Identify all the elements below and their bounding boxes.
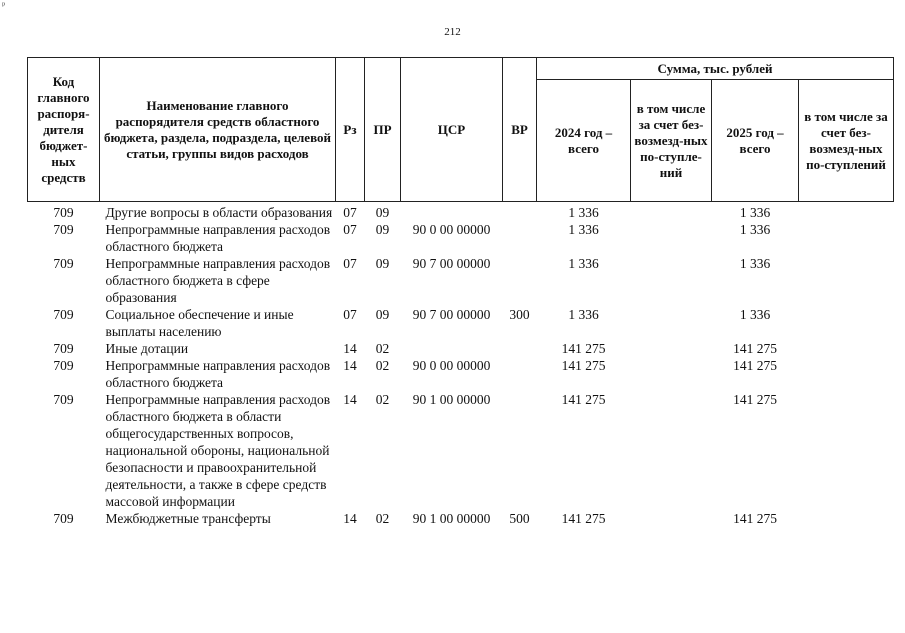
cell-2024-grants [631, 340, 712, 357]
header-csr: ЦСР [401, 58, 503, 202]
cell-2025-total: 141 275 [733, 392, 777, 407]
cell-2025-grants [799, 391, 894, 510]
cell-2025-grants [799, 255, 894, 306]
cell-name: Социальное обеспечение и иные выплаты населению [105, 307, 294, 339]
cell-2025-total: 1 336 [739, 222, 771, 237]
cell-vr: 300 [509, 307, 530, 322]
header-2025-grants: в том числе за счет без-возмезд-ных по-ступлений [799, 80, 894, 202]
cell-2025-total: 141 275 [733, 511, 777, 526]
cell-rz: 07 [343, 222, 357, 237]
cell-code: 709 [53, 392, 74, 407]
header-sum: Сумма, тыс. рублей [537, 58, 894, 80]
cell-2025-total: 1 336 [739, 205, 771, 220]
cell-pr: 02 [375, 511, 390, 526]
cell-2025-total: 1 336 [739, 307, 771, 322]
table-header [28, 58, 894, 202]
cell-2024-total: 1 336 [568, 256, 599, 271]
cell-2024-total: 141 275 [561, 358, 606, 373]
cell-2025-grants [799, 510, 894, 527]
cell-2024-total: 1 336 [568, 222, 599, 237]
cell-name: Непрограммные направления расходов областного бюджета [105, 358, 331, 390]
table-body [28, 202, 894, 528]
cell-code: 709 [53, 205, 74, 220]
cell-2025-total: 141 275 [733, 358, 777, 373]
page-number: 212 [444, 26, 461, 38]
cell-2024-grants [631, 357, 712, 391]
cell-csr: 90 7 00 00000 [412, 307, 491, 322]
header-2024-total: 2024 год – всего [537, 80, 631, 202]
header-rz: Рз [336, 58, 365, 202]
cell-csr [401, 340, 503, 357]
cell-pr: 02 [375, 358, 390, 373]
cell-2024-grants [631, 204, 712, 221]
table-row [28, 306, 894, 340]
cell-2024-total: 141 275 [561, 392, 606, 407]
table-row [28, 340, 894, 357]
cell-name: Непрограммные направления расходов областного бюджета в сфере образования [105, 256, 331, 305]
cell-pr: 09 [375, 222, 390, 237]
header-vr: ВР [503, 58, 537, 202]
cell-vr [503, 340, 537, 357]
cell-pr: 09 [375, 307, 390, 322]
header-name: Наименование главного распорядителя средств областного бюджета, раздела, подраздела, целевой статьи, группы видов расходов [100, 58, 336, 202]
cell-2025-total: 141 275 [733, 341, 777, 356]
budget-table-wrap [27, 57, 893, 527]
cell-csr: 90 0 00 00000 [412, 358, 491, 373]
cell-2024-total: 141 275 [561, 341, 606, 356]
cell-2024-grants [631, 255, 712, 306]
cell-2025-grants [799, 340, 894, 357]
cell-vr [503, 204, 537, 221]
cell-name: Другие вопросы в области образования [105, 205, 333, 220]
cell-rz: 14 [343, 511, 357, 526]
cell-2024-grants [631, 510, 712, 527]
cell-2025-grants [799, 306, 894, 340]
cell-rz: 07 [343, 205, 357, 220]
cell-code: 709 [53, 358, 74, 373]
table-row [28, 204, 894, 221]
cell-csr [401, 204, 503, 221]
table-row [28, 391, 894, 510]
cell-name: Непрограммные направления расходов областного бюджета [105, 222, 331, 254]
cell-name: Межбюджетные трансферты [105, 511, 271, 526]
cell-vr [503, 357, 537, 391]
corner-mark: ᵖ [2, 0, 6, 11]
cell-code: 709 [53, 511, 74, 526]
cell-2024-grants [631, 221, 712, 255]
cell-csr: 90 1 00 00000 [412, 392, 491, 407]
table-row [28, 357, 894, 391]
cell-vr [503, 391, 537, 510]
cell-pr: 09 [375, 205, 390, 220]
table-row [28, 510, 894, 527]
header-2024-grants: в том числе за счет без-возмезд-ных по-ступле-ний [631, 80, 712, 202]
cell-rz: 14 [343, 341, 357, 356]
cell-name: Иные дотации [105, 341, 189, 356]
cell-2025-total: 1 336 [739, 256, 771, 271]
table-row [28, 221, 894, 255]
header-code: Код главного распоря-дителя бюджет-ных средств [28, 58, 100, 202]
cell-2024-total: 1 336 [568, 307, 599, 322]
budget-table [27, 57, 894, 527]
cell-2024-total: 141 275 [561, 511, 606, 526]
header-2025-total: 2025 год – всего [712, 80, 799, 202]
cell-rz: 07 [343, 307, 357, 322]
cell-2025-grants [799, 204, 894, 221]
cell-rz: 14 [343, 358, 357, 373]
cell-2025-grants [799, 357, 894, 391]
header-pr: ПР [365, 58, 401, 202]
cell-2025-grants [799, 221, 894, 255]
cell-csr: 90 0 00 00000 [412, 222, 491, 237]
cell-vr: 500 [509, 511, 530, 526]
cell-vr [503, 255, 537, 306]
cell-csr: 90 7 00 00000 [412, 256, 491, 271]
cell-pr: 02 [375, 341, 390, 356]
cell-code: 709 [53, 307, 74, 322]
cell-rz: 07 [343, 256, 357, 271]
cell-code: 709 [53, 256, 74, 271]
table-row [28, 255, 894, 306]
cell-2024-grants [631, 391, 712, 510]
cell-2024-total: 1 336 [568, 205, 599, 220]
cell-csr: 90 1 00 00000 [412, 511, 491, 526]
cell-2024-grants [631, 306, 712, 340]
cell-pr: 09 [375, 256, 390, 271]
cell-name: Непрограммные направления расходов областного бюджета в области общегосударственных вопросов, национальной обороны, национальной безопасности и правоохранительной деятельности, а также в сфере средств массовой информации [105, 392, 331, 509]
cell-code: 709 [53, 222, 74, 237]
cell-pr: 02 [375, 392, 390, 407]
cell-vr [503, 221, 537, 255]
cell-code: 709 [53, 341, 74, 356]
cell-rz: 14 [343, 392, 357, 407]
